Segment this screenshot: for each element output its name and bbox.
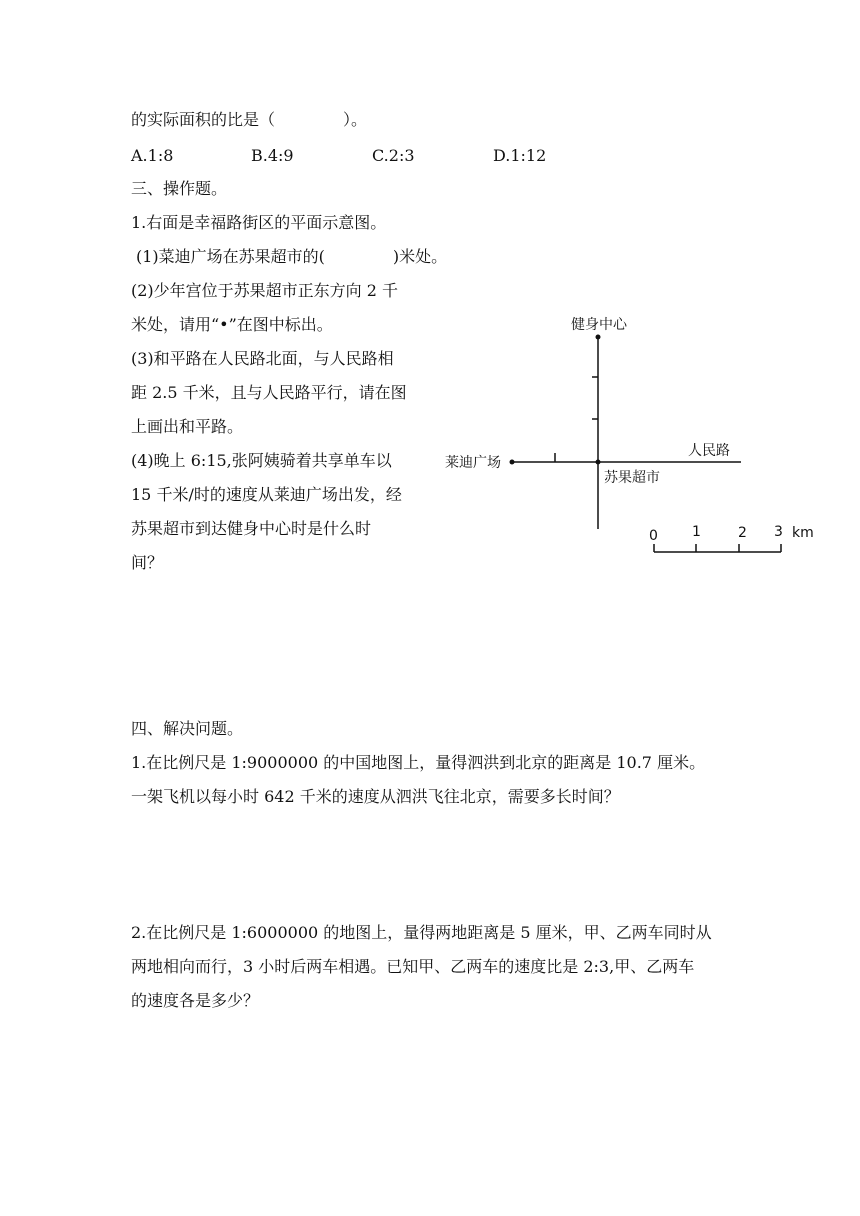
sub-question-2-line-2: 米处，请用“•”在图中标出。 <box>131 315 333 334</box>
suguo-market-point <box>596 460 601 465</box>
sub-question-3-line-2: 距 2.5 千米，且与人民路平行，请在图 <box>131 383 407 402</box>
question-tail <box>131 109 367 131</box>
fitness-center-point <box>596 335 601 340</box>
sub-question-1-end: )米处。 <box>392 247 448 266</box>
section-title-operations: 三、操作题。 <box>131 179 228 198</box>
scale-bar <box>649 524 814 552</box>
problem-2-line-3: 的速度各是多少？ <box>131 991 260 1010</box>
sub-question-2-line-1: (2)少年宫位于苏果超市正东方向 2 千 <box>131 281 399 300</box>
scale-label-0: 0 <box>649 528 658 544</box>
sub-question-4-line-4: 间？ <box>131 553 164 572</box>
sub-question-3-line-1: (3)和平路在人民路北面，与人民路相 <box>131 349 394 368</box>
problem-1-line-2: 一架飞机以每小时 642 千米的速度从泗洪飞往北京，需要多长时间？ <box>131 787 620 806</box>
question-tail-text: 的实际面积的比是（ <box>131 110 276 129</box>
sub-question-1 <box>136 246 447 268</box>
option-c: C.2:3 <box>372 146 415 165</box>
street-map-diagram <box>430 300 820 570</box>
scale-label-3: 3 <box>774 524 783 540</box>
laidi-square-label: 莱迪广场 <box>445 455 501 471</box>
option-d: D.1:12 <box>493 146 547 165</box>
sub-question-1-text: (1)菜迪广场在苏果超市的( <box>136 247 325 266</box>
problem-1-line-1: 1.在比例尺是 1:9000000 的中国地图上，量得泗洪到北京的距离是 10.7 厘米。 <box>131 753 706 772</box>
problem-2-line-1: 2.在比例尺是 1:6000000 的地图上，量得两地距离是 5 厘米，甲、乙两车同时从 <box>131 923 712 942</box>
problem-2-line-2: 两地相向而行，3 小时后两车相遇。已知甲、乙两车的速度比是 2:3,甲、乙两车 <box>131 957 695 976</box>
laidi-square-point <box>510 460 515 465</box>
scale-label-1: 1 <box>692 524 701 540</box>
sub-question-4-line-2: 15 千米/时的速度从莱迪广场出发，经 <box>131 485 402 504</box>
question-tail-end: ）。 <box>343 110 368 129</box>
option-a: A.1:8 <box>131 146 174 165</box>
sub-question-4-line-1: (4)晚上 6:15,张阿姨骑着共享单车以 <box>131 451 392 470</box>
scale-label-2: 2 <box>738 525 747 541</box>
section-title-problems: 四、解决问题。 <box>131 719 244 738</box>
scale-unit: km <box>792 525 814 541</box>
sub-question-4-line-3: 苏果超市到达健身中心时是什么时 <box>131 519 372 538</box>
renmin-road-label: 人民路 <box>688 443 730 459</box>
suguo-market-label: 苏果超市 <box>604 470 660 486</box>
option-b: B.4:9 <box>251 146 294 165</box>
fitness-center-label: 健身中心 <box>571 317 627 333</box>
sub-question-3-line-3: 上画出和平路。 <box>131 417 244 436</box>
question-1-intro: 1.右面是幸福路街区的平面示意图。 <box>131 213 387 232</box>
